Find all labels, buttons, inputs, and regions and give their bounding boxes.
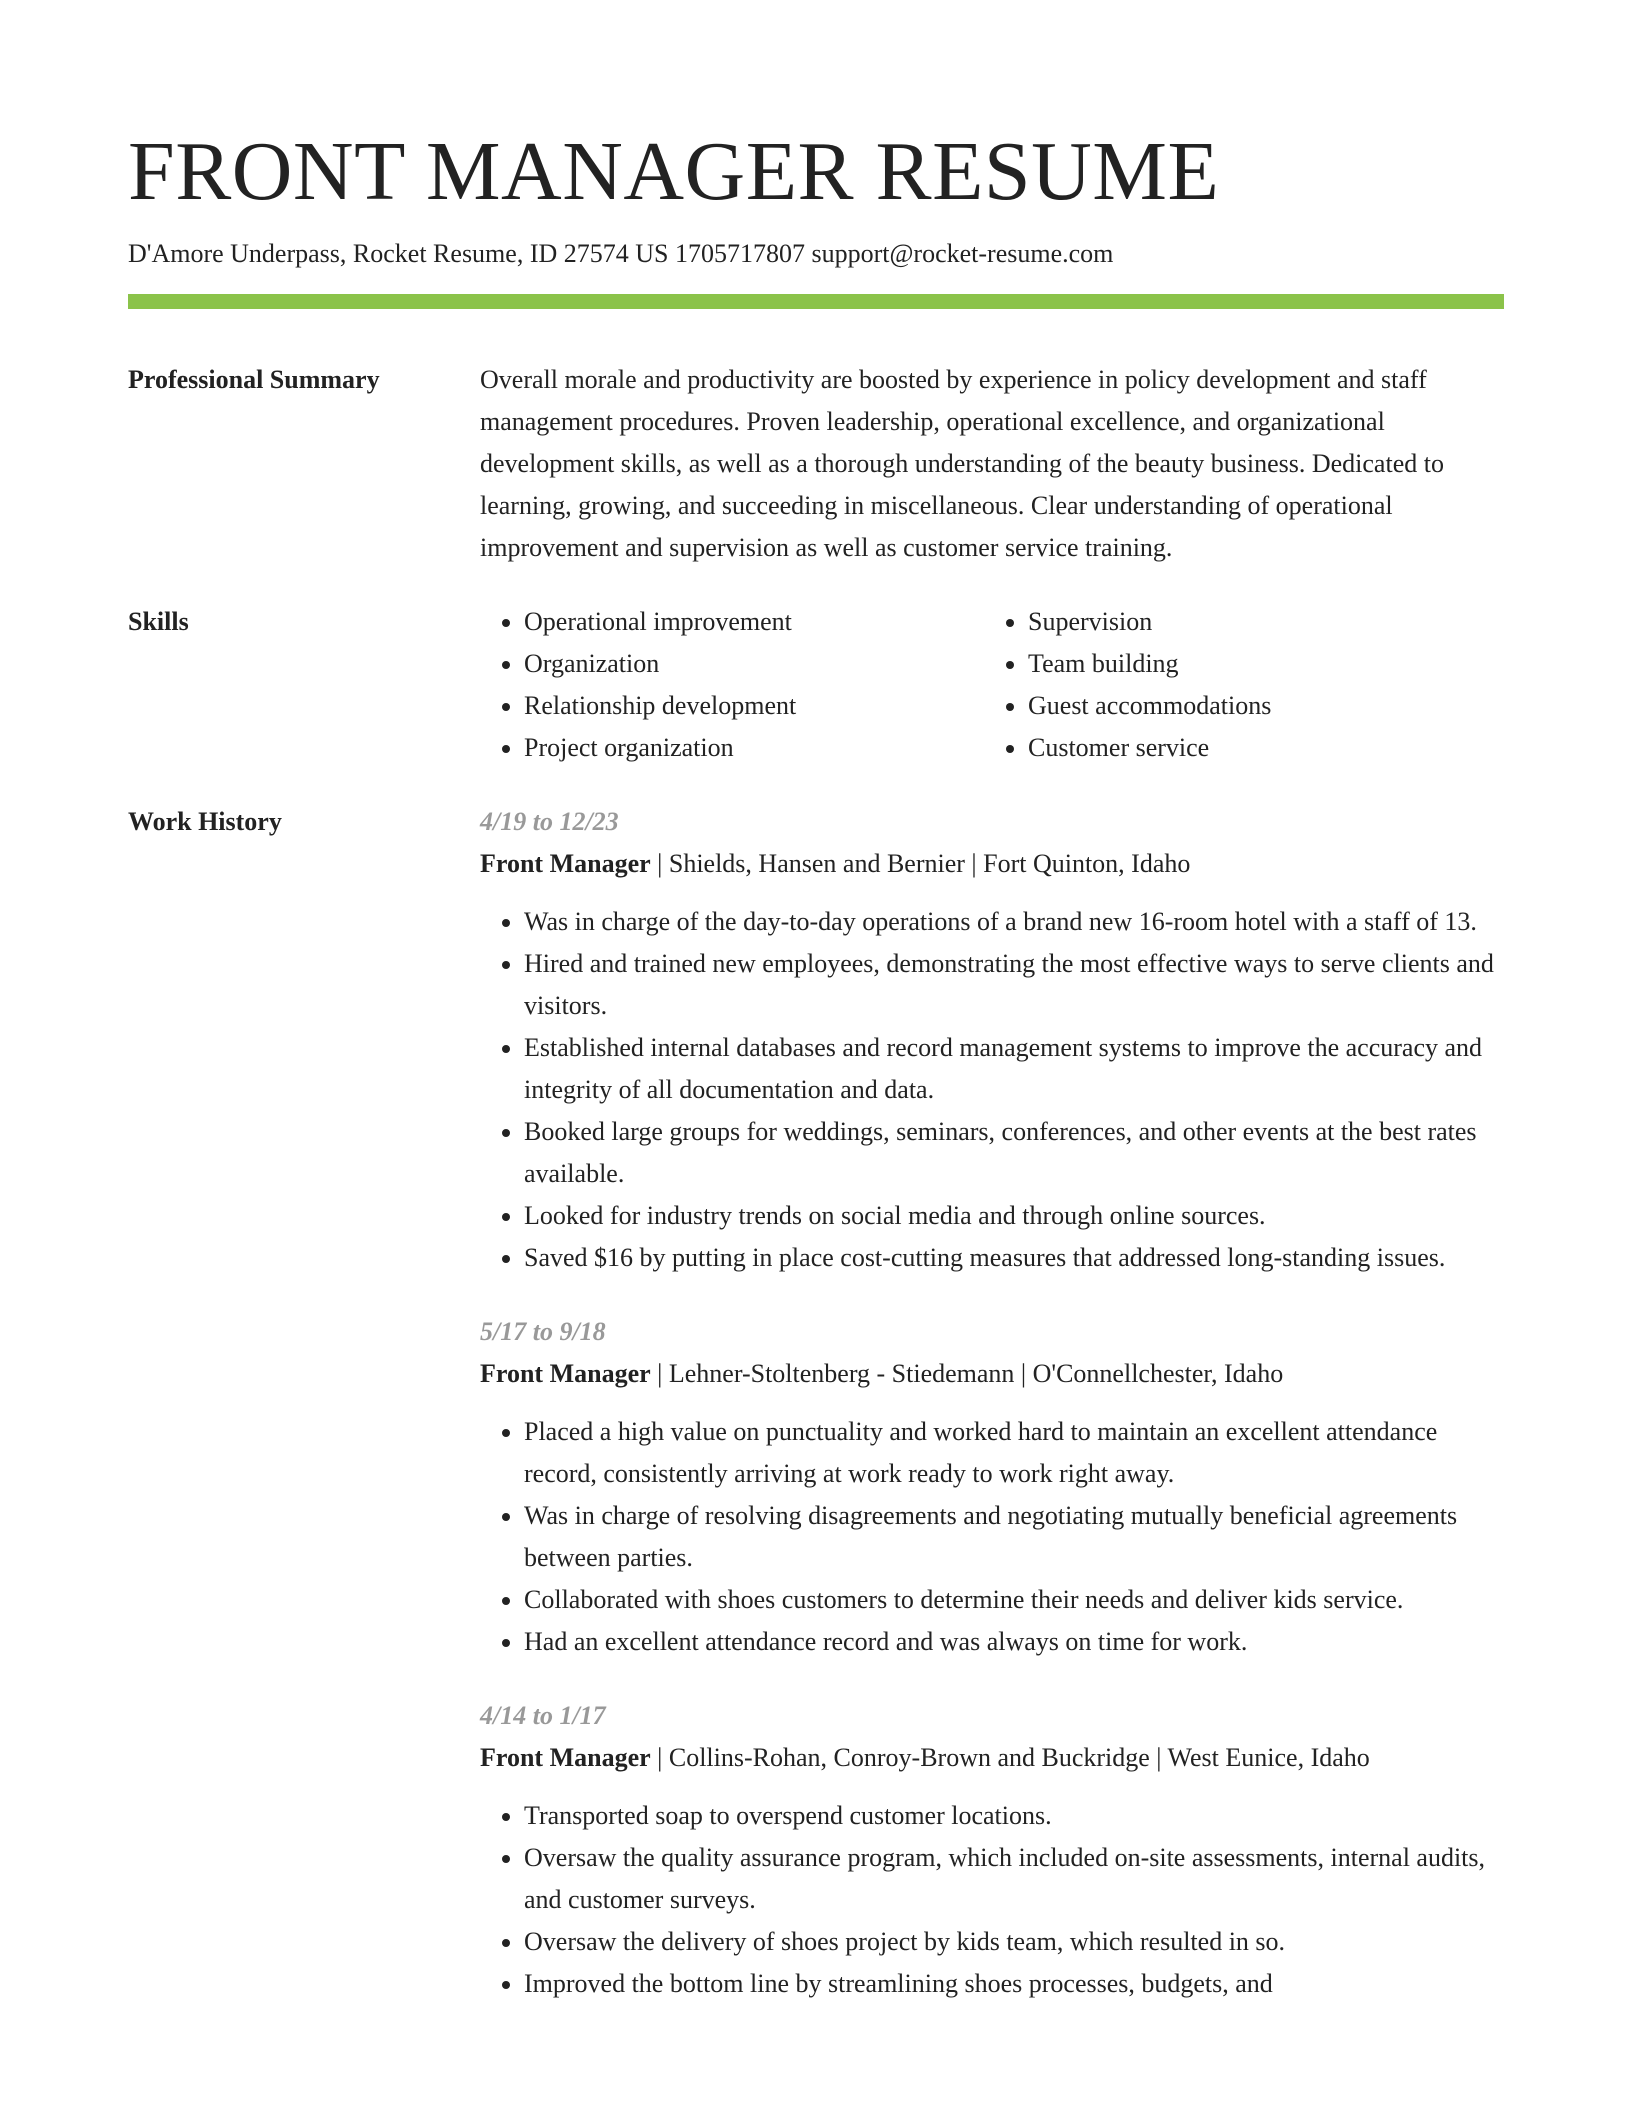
job-bullet: • Established internal databases and record management systems to improve the accuracy and integrity of all documentation and data. [524,1027,1504,1111]
contact-line: D'Amore Underpass, Rocket Resume, ID 27574 US 1705717807 support@rocket-resume.com [128,239,1114,268]
job-bullet: • Was in charge of the day-to-day operations of a brand new 16-room hotel with a staff of 13. [524,901,1504,943]
job-title-line [480,843,1504,885]
skill-item: • Operational improvement [524,601,984,643]
job-bullet: • Oversaw the delivery of shoes project by kids team, which resulted in so. [524,1921,1504,1963]
job-bullet: • Transported soap to overspend customer locations. [524,1795,1504,1837]
job-bullet: • Hired and trained new employees, demonstrating the most effective ways to serve clients and visitors. [524,943,1504,1027]
section-label-skills: Skills [128,607,189,636]
skills-column-left [480,601,984,769]
job-bullet: • Was in charge of resolving disagreements and negotiating mutually beneficial agreements between parties. [524,1495,1504,1579]
skill-item: • Guest accommodations [1028,685,1488,727]
job-employer-location: | Lehner-Stoltenberg - Stiedemann | O'Connellchester, Idaho [650,1359,1284,1388]
section-label-work-history: Work History [128,807,282,836]
work-history-section [128,801,1504,2005]
work-history-list [480,801,1504,2005]
skills-grid [480,601,1504,769]
job-bullets [480,1795,1504,2005]
job-bullet: • Saved $16 by putting in place cost-cutting measures that addressed long-standing issues. [524,1237,1504,1279]
job-bullet: • Placed a high value on punctuality and worked hard to maintain an excellent attendance record, consistently arriving at work ready to work right away. [524,1411,1504,1495]
job-employer-location: | Collins-Rohan, Conroy-Brown and Buckridge | West Eunice, Idaho [650,1743,1370,1772]
job-title: Front Manager [480,849,651,878]
skill-item: • Team building [1028,643,1488,685]
job-bullets [480,901,1504,1279]
resume-page [128,118,1504,2005]
skills-list-left [480,601,984,769]
job-bullet: • Had an excellent attendance record and was always on time for work. [524,1621,1504,1663]
job-bullet: • Collaborated with shoes customers to determine their needs and deliver kids service. [524,1579,1504,1621]
skill-item: • Customer service [1028,727,1488,769]
professional-summary-section [128,359,1504,569]
job-dates: 5/17 to 9/18 [480,1317,606,1346]
job-bullet: • Improved the bottom line by streamlining shoes processes, budgets, and [524,1963,1504,2005]
job-bullet: • Looked for industry trends on social media and through online sources. [524,1195,1504,1237]
job-title: Front Manager [480,1359,651,1388]
job-title: Front Manager [480,1743,651,1772]
job-entry [480,1311,1504,1663]
skill-item: • Supervision [1028,601,1488,643]
summary-text: Overall morale and productivity are boosted by experience in policy development and staff management procedures. Proven leadership, operational excellence, and organizational development skills, as well as a thorough understanding of the beauty business. Dedicated to learning, growing, and succeeding in miscellaneous. Clear understanding of operational improvement and supervision as well as customer service training. [480,365,1444,562]
job-title-line [480,1737,1504,1779]
job-entry [480,1695,1504,2005]
job-title-line [480,1353,1504,1395]
skills-section [128,601,1504,769]
skills-list-right [984,601,1488,769]
job-employer-location: | Shields, Hansen and Bernier | Fort Quinton, Idaho [650,849,1191,878]
job-bullets [480,1411,1504,1663]
job-bullet: • Booked large groups for weddings, seminars, conferences, and other events at the best rates available. [524,1111,1504,1195]
skill-item: • Organization [524,643,984,685]
accent-divider [128,294,1504,309]
job-dates: 4/19 to 12/23 [480,807,619,836]
job-entry [480,801,1504,1279]
skills-column-right [984,601,1488,769]
job-dates: 4/14 to 1/17 [480,1701,606,1730]
section-label-professional-summary: Professional Summary [128,365,380,394]
job-bullet: • Oversaw the quality assurance program, which included on-site assessments, internal audits, and customer surveys. [524,1837,1504,1921]
skill-item: • Relationship development [524,685,984,727]
skill-item: • Project organization [524,727,984,769]
resume-title: FRONT MANAGER RESUME [128,125,1220,218]
